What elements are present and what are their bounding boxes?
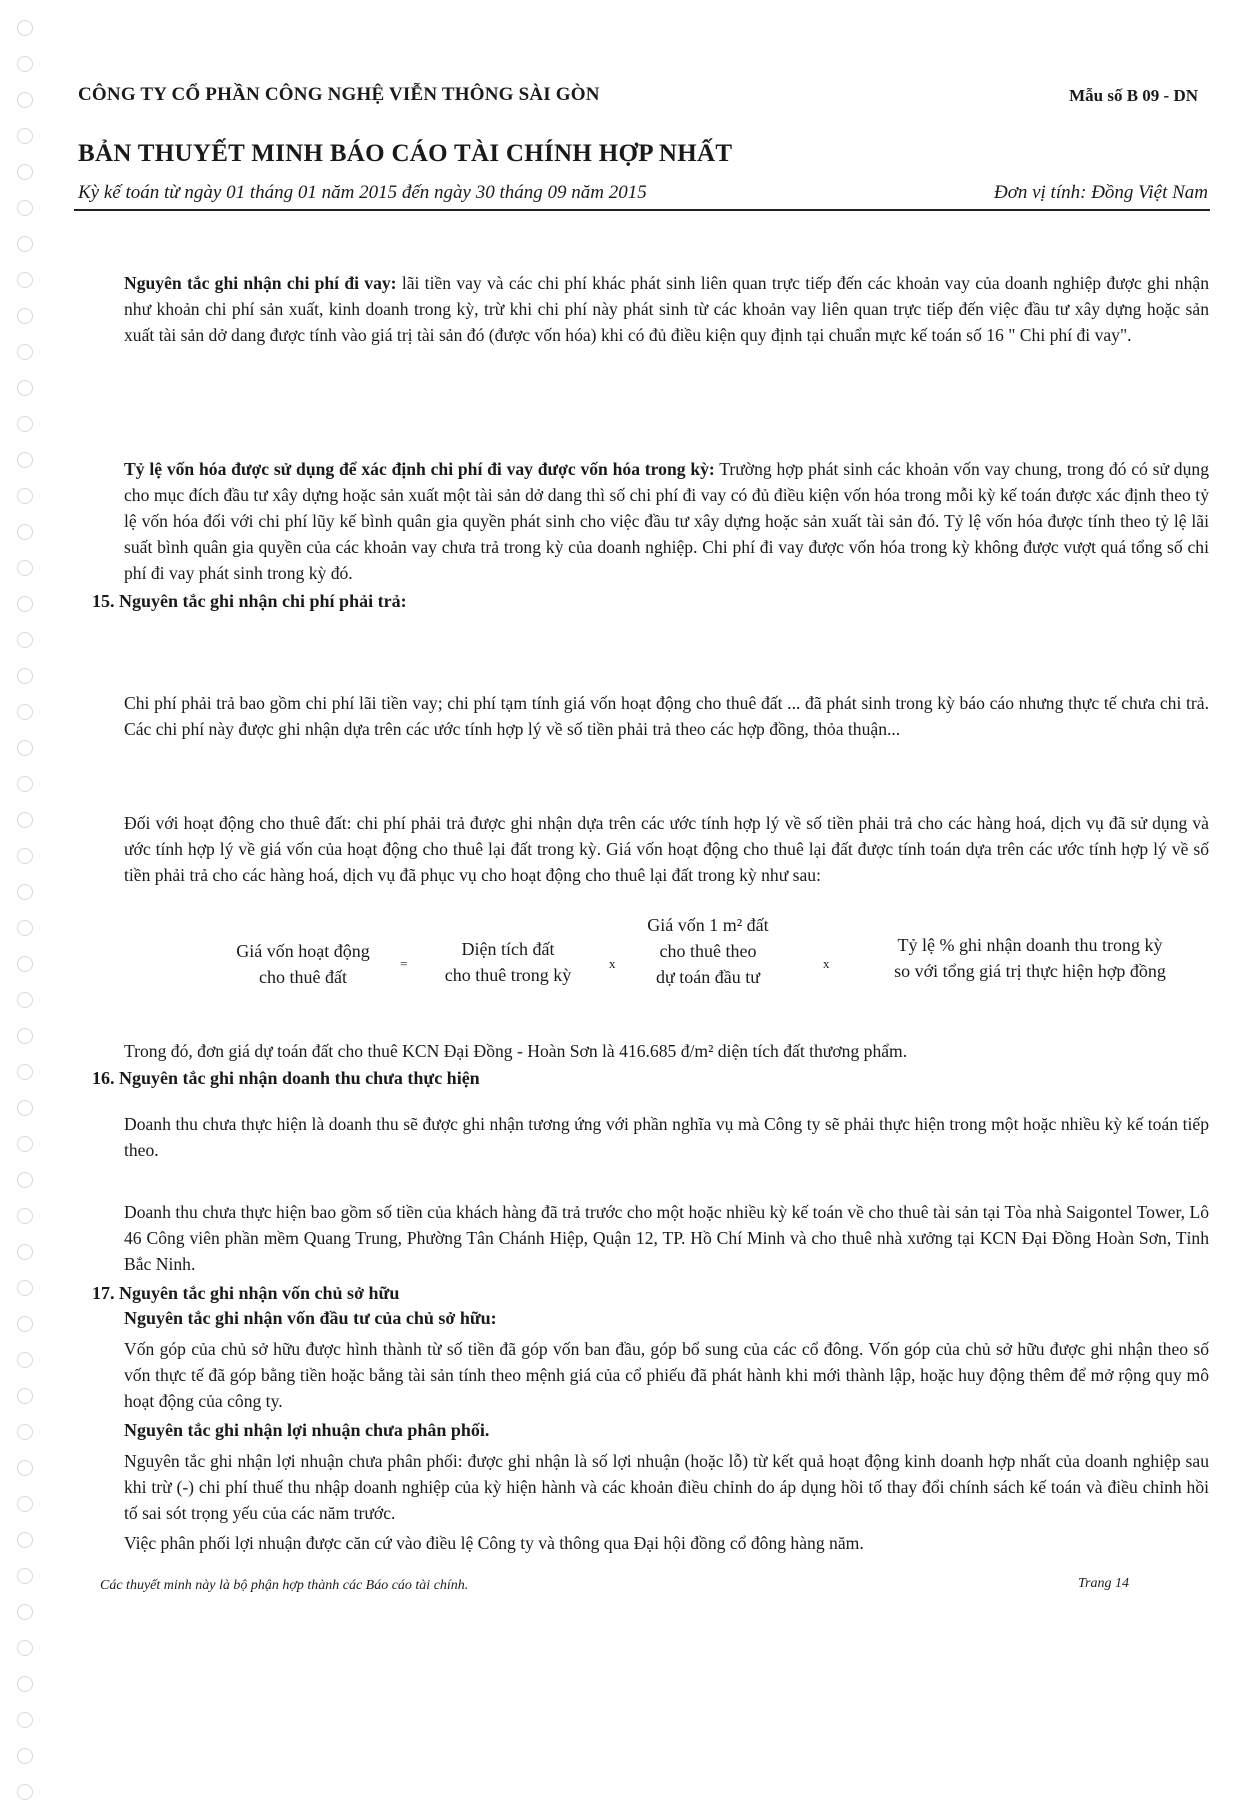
- formula-term-ratio: [860, 932, 1200, 984]
- punch-hole: [17, 1028, 33, 1044]
- punch-hole: [17, 776, 33, 792]
- punch-hole: [17, 704, 33, 720]
- borrowing-cost-paragraph: [124, 270, 1209, 348]
- punch-hole: [17, 380, 33, 396]
- cost-formula: [0, 915, 1240, 1008]
- punch-hole: [17, 236, 33, 252]
- punch-hole: [17, 632, 33, 648]
- punch-hole: [17, 848, 33, 864]
- punch-hole: [17, 452, 33, 468]
- form-number: Mẫu số B 09 - DN: [1069, 86, 1198, 105]
- punch-hole: [17, 740, 33, 756]
- section-17-heading: 17. Nguyên tắc ghi nhận vốn chủ sở hữu: [92, 1283, 400, 1303]
- borrowing-cost-text: lãi tiền vay và các chi phí khác phát sinh liên quan trực tiếp đến các khoản vay của doanh nghiệp được ghi nhận như khoản chi phí sản xuất, kinh doanh trong kỳ, trừ khi chi phí này phát sinh từ các khoản vay liên quan trực tiếp đến việc đầu tư xây dựng hoặc sản xuất tài sản dở dang được tính vào giá trị tài sản đó (được vốn hóa) khi có đủ điều kiện quy định tại chuẩn mực kế toán số 16 " Chi phí đi vay".: [124, 273, 1210, 345]
- section-15-paragraph-2: Đối với hoạt động cho thuê đất: chi phí phải trả được ghi nhận dựa trên các ước tính hợp lý về số tiền phải trả cho các hàng hoá, dịch vụ đã sử dụng và ước tính hợp lý về giá vốn của hoạt động cho thuê lại đất trong kỳ. Giá vốn hoạt động cho thuê lại đất được tính toán dựa trên các ước tính hợp lý về số tiền phải trả cho các hàng hoá, dịch vụ đã phục vụ cho hoạt động cho thuê lại đất trong kỳ như sau:: [124, 813, 1209, 885]
- document-title: BẢN THUYẾT MINH BÁO CÁO TÀI CHÍNH HỢP NHẤT: [78, 140, 733, 167]
- page-number: Trang 14: [1078, 1576, 1129, 1591]
- formula-term-cost-line-1: Giá vốn hoạt động: [236, 941, 370, 961]
- punch-hole: [17, 272, 33, 288]
- punch-hole: [17, 1280, 33, 1296]
- punch-hole: [17, 1640, 33, 1656]
- punch-hole: [17, 416, 33, 432]
- borrowing-cost-label: Nguyên tắc ghi nhận chi phí đi vay:: [124, 273, 397, 293]
- punch-hole: [17, 1064, 33, 1080]
- section-16-heading: 16. Nguyên tắc ghi nhận doanh thu chưa thực hiện: [92, 1068, 480, 1088]
- capitalisation-rate-text: Trường hợp phát sinh các khoản vốn vay chung, trong đó có sử dụng cho mục đích đầu tư xây dựng hoặc sản xuất một tài sản dở dang thì số chi phí đi vay có đủ điều kiện vốn hóa trong mỗi kỳ kế toán được xác định theo tỷ lệ vốn hóa đối với chi phí lũy kế bình quân gia quyền phát sinh cho việc đầu tư xây dựng hoặc sản xuất tài sản đó. Tỷ lệ vốn hóa được tính theo tỷ lệ lãi suất bình quân gia quyền của các khoản vay chưa trả trong kỳ của doanh nghiệp. Chi phí đi vay được vốn hóa trong kỳ không được vượt quá tổng số chi phí đi vay phát sinh trong kỳ đó.: [124, 459, 1209, 583]
- punch-hole: [17, 1388, 33, 1404]
- formula-term-unit-cost-line-2: cho thuê theo: [659, 941, 757, 961]
- section-16-paragraph-1: Doanh thu chưa thực hiện là doanh thu sẽ được ghi nhận tương ứng với phần nghĩa vụ mà Công ty sẽ phải thực hiện trong một hoặc nhiều kỳ kế toán tiếp theo.: [124, 1114, 1209, 1160]
- section-17-paragraph-1: Vốn góp của chủ sở hữu được hình thành từ số tiền đã góp vốn ban đầu, góp bổ sung của các cổ đông. Vốn góp của chủ sở hữu được ghi nhận theo số vốn thực tế đã góp bằng tiền hoặc bằng tài sản tính theo mệnh giá của cổ phiếu đã phát hành khi mới thành lập, hoặc huy động thêm để mở rộng quy mô hoạt động của công ty.: [124, 1339, 1209, 1411]
- punch-hole: [17, 1568, 33, 1584]
- punch-hole: [17, 20, 33, 36]
- punch-hole: [17, 560, 33, 576]
- section-16-paragraph-2: Doanh thu chưa thực hiện bao gồm số tiền của khách hàng đã trả trước cho một hoặc nhiều kỳ kế toán về cho thuê tài sản tại Tòa nhà Saigontel Tower, Lô 46 Công viên phần mềm Quang Trung, Phường Tân Chánh Hiệp, Quận 12, TP. Hồ Chí Minh và cho thuê nhà xưởng tại KCN Đại Đồng Hoàn Sơn, Tỉnh Bắc Ninh.: [124, 1202, 1209, 1274]
- punch-holes-strip: [14, 20, 36, 1740]
- punch-hole: [17, 884, 33, 900]
- formula-equals: =: [400, 956, 408, 971]
- punch-hole: [17, 1172, 33, 1188]
- punch-hole: [17, 1532, 33, 1548]
- formula-term-cost-line-2: cho thuê đất: [259, 967, 347, 987]
- punch-hole: [17, 1604, 33, 1620]
- section-15-heading: 15. Nguyên tắc ghi nhận chi phí phải trả:: [92, 591, 407, 611]
- reporting-period: Kỳ kế toán từ ngày 01 tháng 01 năm 2015 đến ngày 30 tháng 09 năm 2015: [78, 182, 647, 203]
- punch-hole: [17, 1676, 33, 1692]
- formula-term-unit-cost-line-1: Giá vốn 1 m² đất: [647, 915, 769, 935]
- punch-hole: [17, 488, 33, 504]
- punch-hole: [17, 1424, 33, 1440]
- capitalisation-rate-label: Tỷ lệ vốn hóa được sử dụng để xác định chi phí đi vay được vốn hóa trong kỳ:: [124, 459, 715, 479]
- section-17-paragraph-3: Việc phân phối lợi nhuận được căn cứ vào điều lệ Công ty và thông qua Đại hội đồng cổ đông hàng năm.: [124, 1533, 864, 1553]
- punch-hole: [17, 1496, 33, 1512]
- section-17-subheading-retained-earnings: Nguyên tắc ghi nhận lợi nhuận chưa phân phối.: [124, 1420, 490, 1440]
- punch-hole: [17, 1208, 33, 1224]
- formula-multiply-1: x: [609, 956, 616, 971]
- currency-unit: Đơn vị tính: Đồng Việt Nam: [993, 182, 1208, 203]
- punch-hole: [17, 344, 33, 360]
- punch-hole: [17, 1748, 33, 1764]
- punch-hole: [17, 1712, 33, 1728]
- formula-term-ratio-line-2: so với tổng giá trị thực hiện hợp đồng: [894, 961, 1166, 981]
- formula-term-ratio-line-1: Tỷ lệ % ghi nhận doanh thu trong kỳ: [897, 935, 1163, 955]
- company-name: CÔNG TY CỔ PHẦN CÔNG NGHỆ VIỄN THÔNG SÀI GÒN: [78, 84, 600, 105]
- formula-multiply-2: x: [823, 956, 830, 971]
- punch-hole: [17, 1460, 33, 1476]
- punch-hole: [17, 1784, 33, 1800]
- punch-hole: [17, 596, 33, 612]
- section-17-subheading-capital: Nguyên tắc ghi nhận vốn đầu tư của chủ sở hữu:: [124, 1308, 497, 1328]
- punch-hole: [17, 164, 33, 180]
- formula-term-unit-cost-line-3: dự toán đầu tư: [656, 967, 760, 987]
- punch-hole: [17, 308, 33, 324]
- punch-hole: [17, 812, 33, 828]
- punch-hole: [17, 1244, 33, 1260]
- formula-term-area-line-2: cho thuê trong kỳ: [444, 965, 572, 985]
- section-15-paragraph-1: Chi phí phải trả bao gồm chi phí lãi tiền vay; chi phí tạm tính giá vốn hoạt động cho thuê đất ... đã phát sinh trong kỳ báo cáo nhưng thực tế chưa chi trả. Các chi phí này được ghi nhận dựa trên các ước tính hợp lý về số tiền phải trả theo các hợp đồng, thỏa thuận...: [124, 693, 1209, 739]
- punch-hole: [17, 56, 33, 72]
- punch-hole: [17, 1316, 33, 1332]
- punch-hole: [17, 92, 33, 108]
- punch-hole: [17, 524, 33, 540]
- capitalisation-rate-paragraph: [124, 456, 1209, 586]
- section-15-paragraph-3: Trong đó, đơn giá dự toán đất cho thuê KCN Đại Đồng - Hoàn Sơn là 416.685 đ/m² diện tích đất thương phẩm.: [124, 1041, 908, 1061]
- section-17-paragraph-2: Nguyên tắc ghi nhận lợi nhuận chưa phân phối: được ghi nhận là số lợi nhuận (hoặc lỗ) từ kết quả hoạt động kinh doanh hợp nhất của doanh nghiệp sau khi trừ (-) chi phí thuế thu nhập doanh nghiệp của kỳ hiện hành và các khoản điều chỉnh do áp dụng hồi tố thay đổi chính sách kế toán và điều chỉnh hồi tố sai sót trọng yếu của các năm trước.: [124, 1451, 1209, 1523]
- punch-hole: [17, 1100, 33, 1116]
- punch-hole: [17, 200, 33, 216]
- formula-term-area-line-1: Diện tích đất: [461, 939, 555, 959]
- header-rule: [74, 209, 1210, 211]
- punch-hole: [17, 668, 33, 684]
- formula-term-area: [428, 936, 588, 988]
- formula-term-cost: [188, 938, 418, 990]
- formula-term-unit-cost: [628, 912, 788, 990]
- footer-note: Các thuyết minh này là bộ phận hợp thành các Báo cáo tài chính.: [100, 1578, 469, 1593]
- punch-hole: [17, 128, 33, 144]
- punch-hole: [17, 1136, 33, 1152]
- punch-hole: [17, 1352, 33, 1368]
